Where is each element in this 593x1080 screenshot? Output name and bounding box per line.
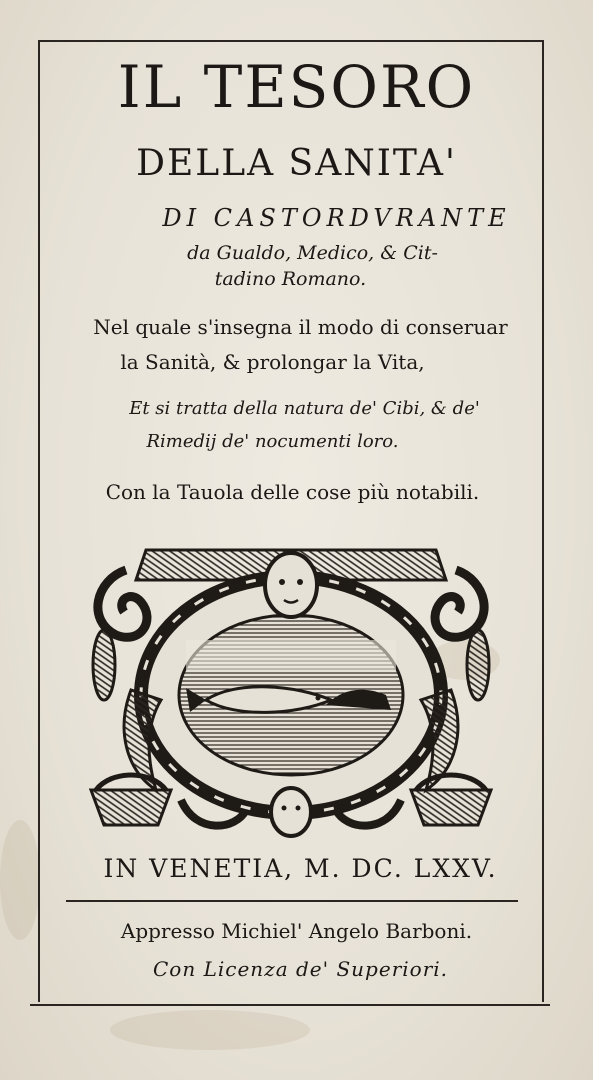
index-note: Con la Tauola delle cose più notabili. [105,480,480,504]
ornamental-woodcut-icon [86,540,496,840]
italic-description-line-2: Rimedij de' nocumenti loro. [146,431,399,452]
divider-rule [66,900,518,902]
book-subtitle: DELLA SANITA' [136,143,457,184]
description-line-1: Nel quale s'insegna il modo di conseruar [93,315,508,339]
paper-stain [110,1010,310,1050]
imprint-place-date: IN VENETIA, M. DC. LXXV. [103,854,498,883]
license-note: Con Licenza de' Superiori. [152,957,449,981]
page-border-bottom [30,1004,550,1006]
author-name: DI CASTORDVRANTE [162,204,511,232]
printer-name: Appresso Michiel' Angelo Barboni. [120,919,473,943]
italic-description-line-1: Et si tratta della natura de' Cibi, & de' [129,398,480,419]
book-title: IL TESORO [117,53,476,121]
author-origin: da Gualdo, Medico, & Cit- [187,242,438,264]
author-origin-cont: tadino Romano. [214,268,367,290]
description-line-2: la Sanità, & prolongar la Vita, [120,350,425,374]
